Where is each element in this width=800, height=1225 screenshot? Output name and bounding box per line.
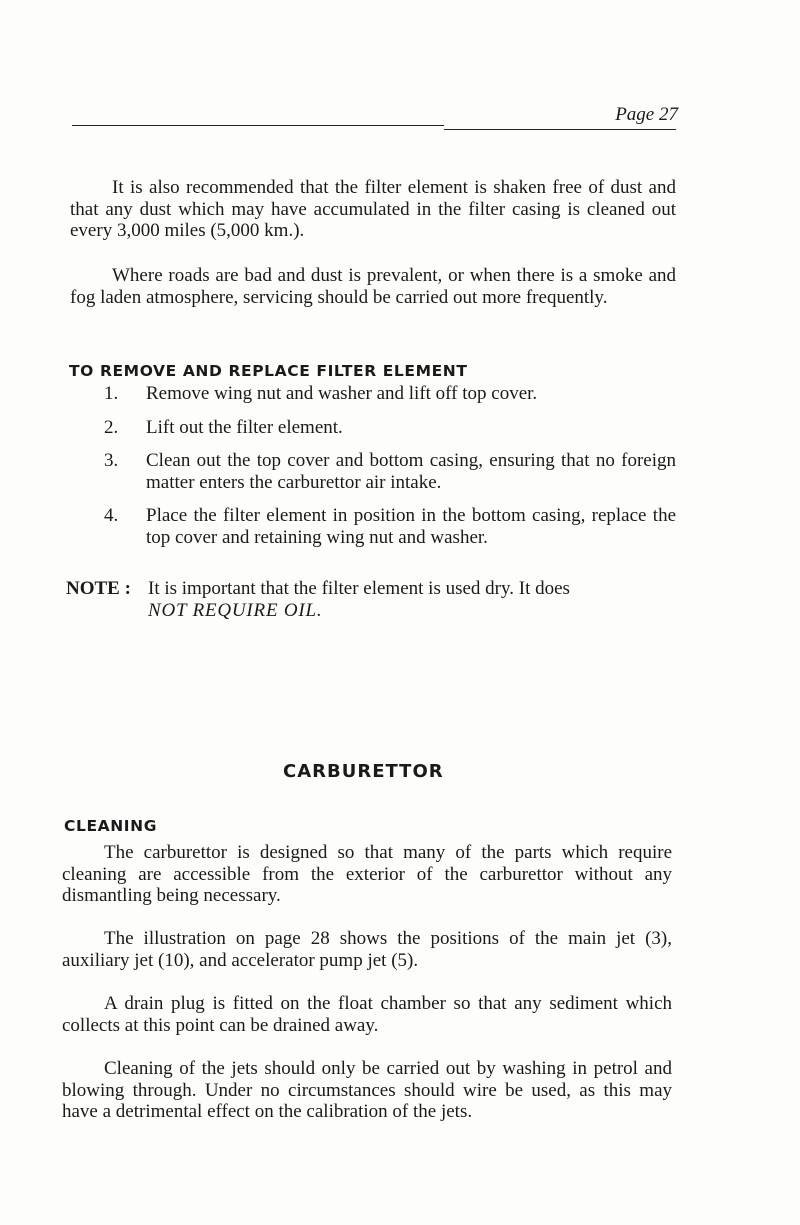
step-text: Lift out the filter element.: [146, 416, 343, 438]
header-rule: [72, 125, 444, 126]
list-item: [104, 417, 676, 439]
remove-filter-steps: [104, 383, 676, 560]
list-item: [104, 505, 676, 548]
paragraph-carburettor-design: The carburettor is designed so that many of the parts which require cleaning are accessible from the exterior of the carburettor without any dismantling being necessary.: [62, 842, 672, 906]
paragraph-jet-cleaning: Cleaning of the jets should only be carried out by washing in petrol and blowing through. Under no circumstances should wire be used, as this may have a detrimental effect on the calibration of the jets.: [62, 1058, 672, 1122]
paragraph-drain-plug: A drain plug is fitted on the float chamber so that any sediment which collects at this point can be drained away.: [62, 993, 672, 1036]
list-item: [104, 383, 676, 405]
note-label: NOTE :: [66, 578, 131, 599]
step-number: 2.: [104, 416, 119, 438]
step-text: Clean out the top cover and bottom casing, ensuring that no foreign matter enters the carburettor air intake.: [146, 450, 676, 493]
list-item: [104, 450, 676, 493]
section-heading-remove-filter: TO REMOVE AND REPLACE FILTER ELEMENT: [69, 362, 468, 380]
step-number: 4.: [104, 505, 119, 526]
note-body: [148, 578, 676, 621]
paragraph-filter-shaking: It is also recommended that the filter element is shaken free of dust and that any dust which may have accumulated in the filter casing is cleaned out every 3,000 miles (5,000 km.).: [70, 177, 676, 241]
note-block: [66, 578, 676, 621]
carburettor-title: CARBURETTOR: [283, 761, 444, 782]
step-text: Remove wing nut and washer and lift off top cover.: [146, 383, 538, 404]
note-emphasis: NOT REQUIRE OIL.: [148, 599, 323, 621]
header-rule-right: [444, 129, 676, 130]
step-number: 1.: [104, 383, 119, 404]
step-number: 3.: [104, 450, 119, 471]
step-text: Place the filter element in position in the bottom casing, replace the top cover and retaining wing nut and washer.: [146, 505, 676, 548]
page-number: Page 27: [615, 104, 678, 125]
note-text: It is important that the filter element is used dry. It does: [148, 578, 570, 599]
paragraph-illustration-reference: The illustration on page 28 shows the positions of the main jet (3), auxiliary jet (10), and accelerator pump jet (5).: [62, 928, 672, 971]
paragraph-servicing-frequency: Where roads are bad and dust is prevalent, or when there is a smoke and fog laden atmosphere, servicing should be carried out more frequently.: [70, 265, 676, 308]
cleaning-heading: CLEANING: [64, 817, 158, 835]
